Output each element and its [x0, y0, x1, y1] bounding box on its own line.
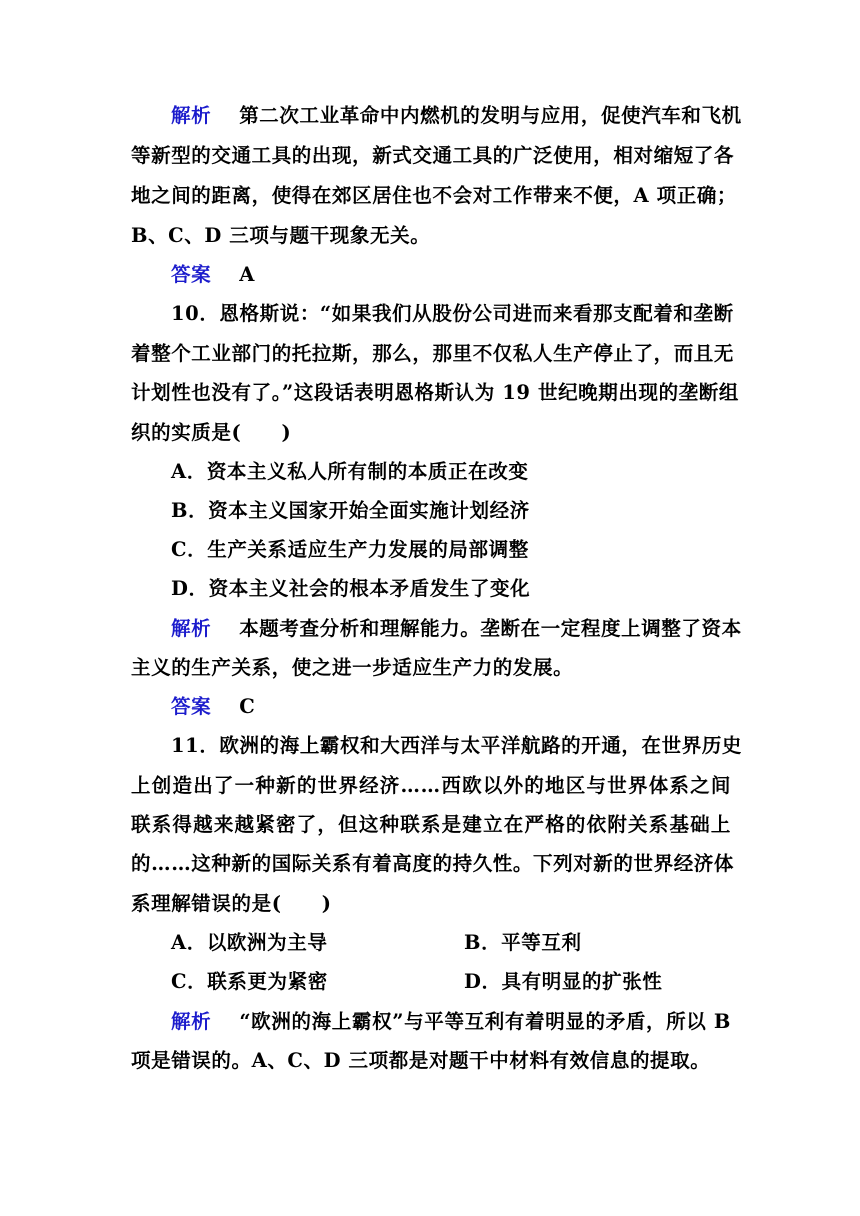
q11-analysis-line-2: 项是错误的。A、C、D 三项都是对题干中材料有效信息的提取。	[131, 1049, 711, 1072]
analysis-label: 解析	[171, 617, 212, 640]
q10-analysis-line-2: 主义的生产关系，使之进一步适应生产力的发展。	[131, 656, 574, 679]
q11-option-d: D．具有明显的扩张性	[464, 970, 663, 993]
q11-stem-line-4: 的……这种新的国际关系有着高度的持久性。下列对新的世界经济体	[131, 852, 735, 875]
q11-option-c: C．联系更为紧密	[171, 970, 328, 993]
q10-analysis-line-1: 解析 本题考查分析和理解能力。垄断在一定程度上调整了资本	[171, 617, 742, 640]
analysis-label: 解析	[171, 104, 212, 127]
q9-analysis-line-3: 地之间的距离，使得在郊区居住也不会对工作带来不便，A 项正确；	[131, 184, 738, 207]
q10-answer: 答案 C	[171, 695, 256, 718]
q11-stem-line-5: 系理解错误的是( )	[131, 892, 332, 915]
q11-analysis-line-1: 解析 “欧洲的海上霸权”与平等互利有着明显的矛盾，所以 B	[171, 1010, 731, 1033]
q11-option-a: A．以欧洲为主导	[171, 931, 328, 954]
q10-stem-line-3: 计划性也没有了。”这段话表明恩格斯认为 19 世纪晚期出现的垄断组	[131, 381, 739, 404]
analysis-label: 解析	[171, 1010, 212, 1033]
answer-label: 答案	[171, 695, 212, 718]
q11-option-b: B．平等互利	[464, 931, 582, 954]
q10-option-b: B．资本主义国家开始全面实施计划经济	[171, 499, 530, 522]
answer-label: 答案	[171, 263, 212, 286]
q10-stem-line-1: 10．恩格斯说：“如果我们从股份公司进而来看那支配着和垄断	[171, 302, 734, 325]
q9-analysis-line-4: B、C、D 三项与题干现象无关。	[131, 224, 431, 247]
q10-option-a: A．资本主义私人所有制的本质正在改变	[171, 460, 529, 483]
q10-stem-line-2: 着整个工业部门的托拉斯，那么，那里不仅私人生产停止了，而且无	[131, 342, 735, 365]
q9-analysis-line-2: 等新型的交通工具的出现，新式交通工具的广泛使用，相对缩短了各	[131, 144, 735, 167]
q9-analysis-line-1: 解析 第二次工业革命中内燃机的发明与应用，促使汽车和飞机	[171, 104, 742, 127]
q9-answer: 答案 A	[171, 263, 255, 286]
q11-stem-line-3: 联系得越来越紧密了，但这种联系是建立在严格的依附关系基础上	[131, 813, 731, 836]
q10-option-c: C．生产关系适应生产力发展的局部调整	[171, 538, 529, 561]
q11-stem-line-1: 11．欧洲的海上霸权和大西洋与太平洋航路的开通，在世界历史	[171, 734, 743, 757]
q10-stem-line-4: 织的实质是( )	[131, 421, 292, 444]
q10-option-d: D．资本主义社会的根本矛盾发生了变化	[171, 577, 531, 600]
q11-stem-line-2: 上创造出了一种新的世界经济……西欧以外的地区与世界体系之间	[131, 774, 731, 797]
